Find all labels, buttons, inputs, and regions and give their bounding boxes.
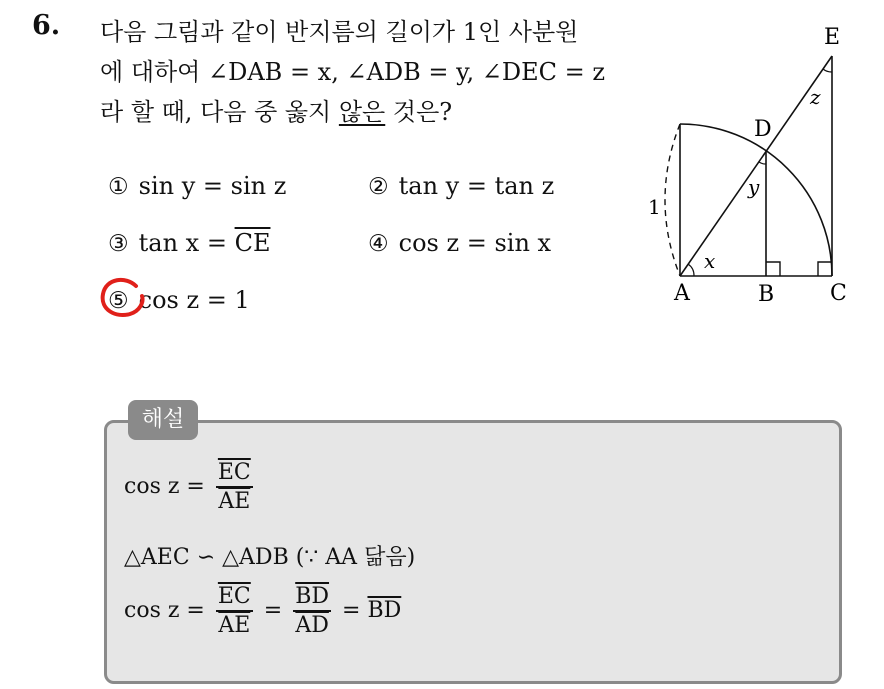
question-line-1: 다음 그림과 같이 반지름의 길이가 1인 사분원: [100, 18, 579, 46]
choice-4[interactable]: [368, 229, 551, 257]
right-angle-b: [766, 262, 780, 276]
solution-line-3: [124, 584, 401, 638]
choice-1[interactable]: [108, 172, 286, 200]
question-line-3: [100, 92, 452, 127]
choice-1-mark: ①: [108, 174, 129, 200]
choice-3-text: tan x =: [138, 229, 235, 257]
solution-line-1-lhs: cos z =: [124, 474, 205, 499]
choice-5-text: cos z = 1: [138, 286, 250, 314]
choice-5-mark: ⑤: [108, 288, 129, 314]
fraction-numerator: $\overline{BD}$: [293, 584, 331, 612]
fraction-bd-over-ad: [293, 584, 331, 638]
choice-4-mark: ④: [368, 231, 389, 257]
label-z: z: [810, 85, 821, 109]
answer-circle-mark: [96, 274, 152, 324]
question-line-3-start: 라 할 때, 다음 중 옳지: [100, 98, 339, 126]
label-e: E: [824, 25, 841, 50]
equals-sign: =: [263, 598, 283, 623]
solution-line-2: △AEC ∽ △ADB (∵ AA 닮음): [124, 545, 416, 570]
label-x: x: [704, 249, 716, 273]
segment-bd: $\overline{BD}$: [367, 598, 402, 623]
fraction-denominator: AD: [295, 613, 329, 638]
choice-4-text: cos z = sin x: [398, 229, 552, 257]
choice-3-mark: ③: [108, 231, 129, 257]
quarter-circle-figure: [630, 18, 870, 318]
angle-x-arc: [688, 264, 694, 276]
question-line-3-end: 것은?: [385, 98, 453, 126]
solution-line-1: [124, 460, 257, 514]
label-c: C: [830, 281, 847, 306]
choice-2-text: tan y = tan z: [398, 172, 555, 200]
choice-3-segment: $\overline{CE}$: [234, 229, 271, 257]
underlined-word: 않은: [338, 98, 386, 126]
label-b: B: [758, 282, 775, 307]
angle-z-arc: [823, 69, 832, 72]
fraction-ec-over-ae-2: [216, 584, 253, 638]
question-number: 6.: [32, 10, 61, 41]
fraction-denominator: AE: [218, 613, 251, 638]
fraction-denominator: AE: [218, 489, 251, 514]
label-radius-one: 1: [648, 195, 661, 219]
choice-3[interactable]: [108, 229, 270, 257]
fraction-ec-over-ae: [216, 460, 253, 514]
choice-1-text: sin y = sin z: [138, 172, 287, 200]
angle-y-arc: [759, 162, 766, 164]
solution-tab: 해설: [128, 400, 198, 440]
fraction-numerator: $\overline{EC}$: [216, 460, 253, 488]
label-y: y: [748, 175, 760, 199]
label-a: A: [674, 281, 690, 306]
fraction-numerator: $\overline{EC}$: [216, 584, 253, 612]
right-angle-c: [818, 262, 832, 276]
quarter-arc: [680, 124, 832, 276]
solution-line-3-lhs: cos z =: [124, 598, 205, 623]
radius-dashed-arc: [665, 124, 680, 276]
question-line-2: 에 대하여 ∠DAB = x, ∠ADB = y, ∠DEC = z: [100, 58, 606, 86]
choice-2[interactable]: [368, 172, 554, 200]
choice-2-mark: ②: [368, 174, 389, 200]
label-d: D: [754, 117, 772, 142]
equals-sign: =: [342, 598, 361, 623]
